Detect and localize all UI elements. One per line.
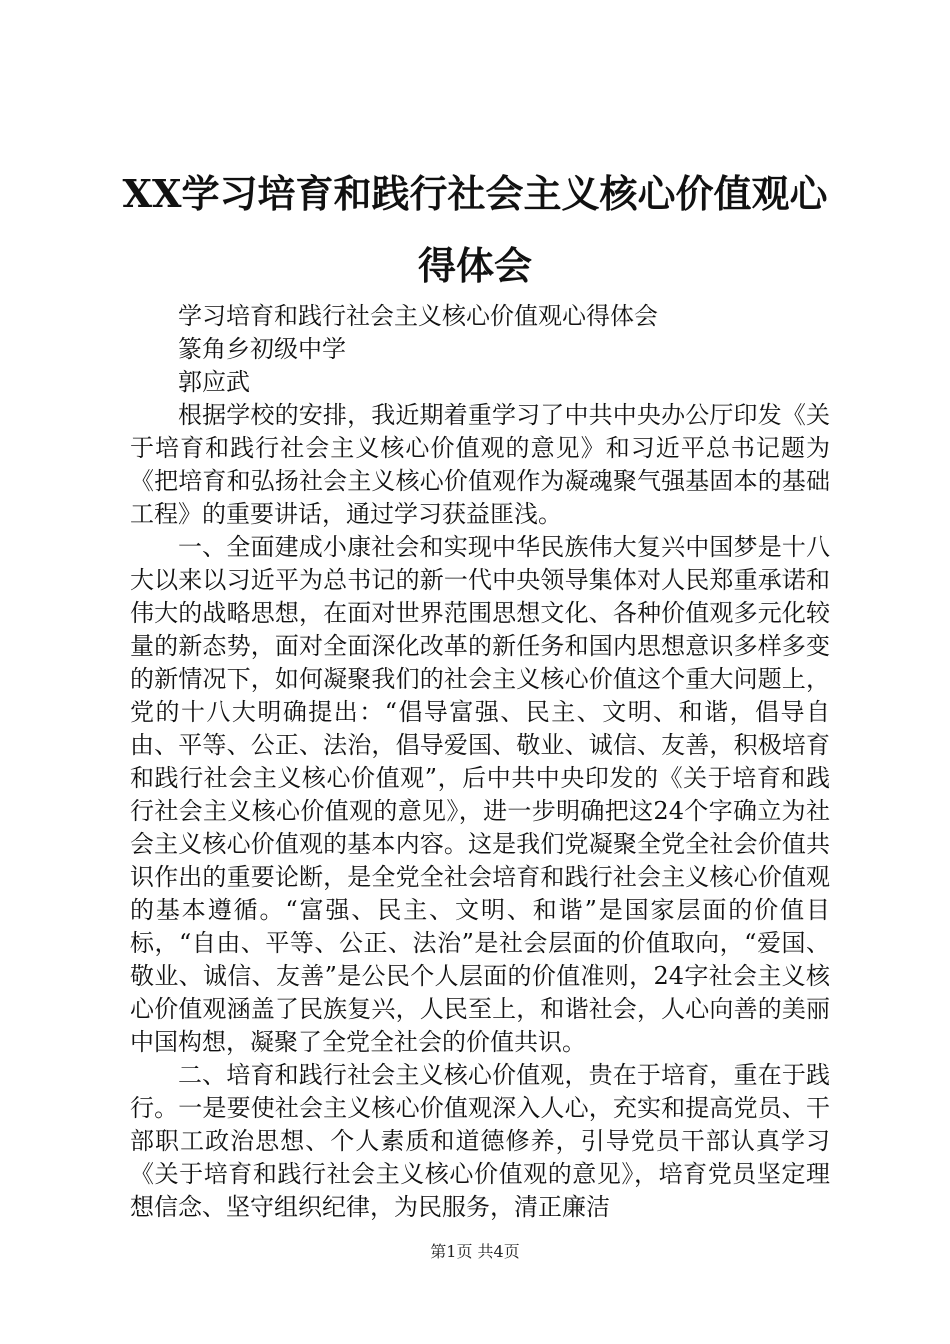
document-subtitle: 学习培育和践行社会主义核心价值观心得体会: [178, 302, 658, 330]
paragraph-1: 根据学校的安排，我近期着重学习了中共中央办公厅印发《关于培育和践行社会主义核心价值观的意见》和习近平总书记题为《把培育和弘扬社会主义核心价值观作为凝魂聚气强基固本的基础工程》的重要讲话，通过学习获益匪浅。: [130, 401, 830, 528]
page-footer: 第1页 共4页: [430, 1242, 520, 1261]
document-body: [130, 300, 830, 1224]
document-school: 篆角乡初级中学: [178, 335, 346, 363]
paragraph-2: 一、全面建成小康社会和实现中华民族伟大复兴中国梦是十八大以来以习近平为总书记的新一代中央领导集体对人民郑重承诺和伟大的战略思想，在面对世界范围思想文化、各种价值观多元化较量的新态势，面对全面深化改革的新任务和国内思想意识多样多变的新情况下，如何凝聚我们的社会主义核心价值这个重大问题上，党的十八大明确提出：“倡导富强、民主、文明、和谐，倡导自由、平等、公正、法治，倡导爱国、敬业、诚信、友善，积极培育和践行社会主义核心价值观”，后中共中央印发的《关于培育和践行社会主义核心价值观的意见》，进一步明确把这24个字确立为社会主义核心价值观的基本内容。这是我们党凝聚全党全社会价值共识作出的重要论断，是全党全社会培育和践行社会主义核心价值观的基本遵循。“富强、民主、文明、和谐”是国家层面的价值目标，“自由、平等、公正、法治”是社会层面的价值取向，“爱国、敬业、诚信、友善”是公民个人层面的价值准则，24字社会主义核心价值观涵盖了民族复兴，人民至上，和谐社会，人心向善的美丽中国构想，凝聚了全党全社会的价值共识。: [130, 533, 830, 1056]
paragraph-3: 二、培育和践行社会主义核心价值观，贵在于培育，重在于践行。一是要使社会主义核心价值观深入人心，充实和提高党员、干部职工政治思想、个人素质和道德修养，引导党员干部认真学习《关于培育和践行社会主义核心价值观的意见》，培育党员坚定理想信念、坚守组织纪律，为民服务，清正廉洁: [130, 1061, 830, 1221]
document-title: XX学习培育和践行社会主义核心价值观心得体会: [122, 171, 828, 288]
document-author: 郭应武: [178, 368, 250, 396]
